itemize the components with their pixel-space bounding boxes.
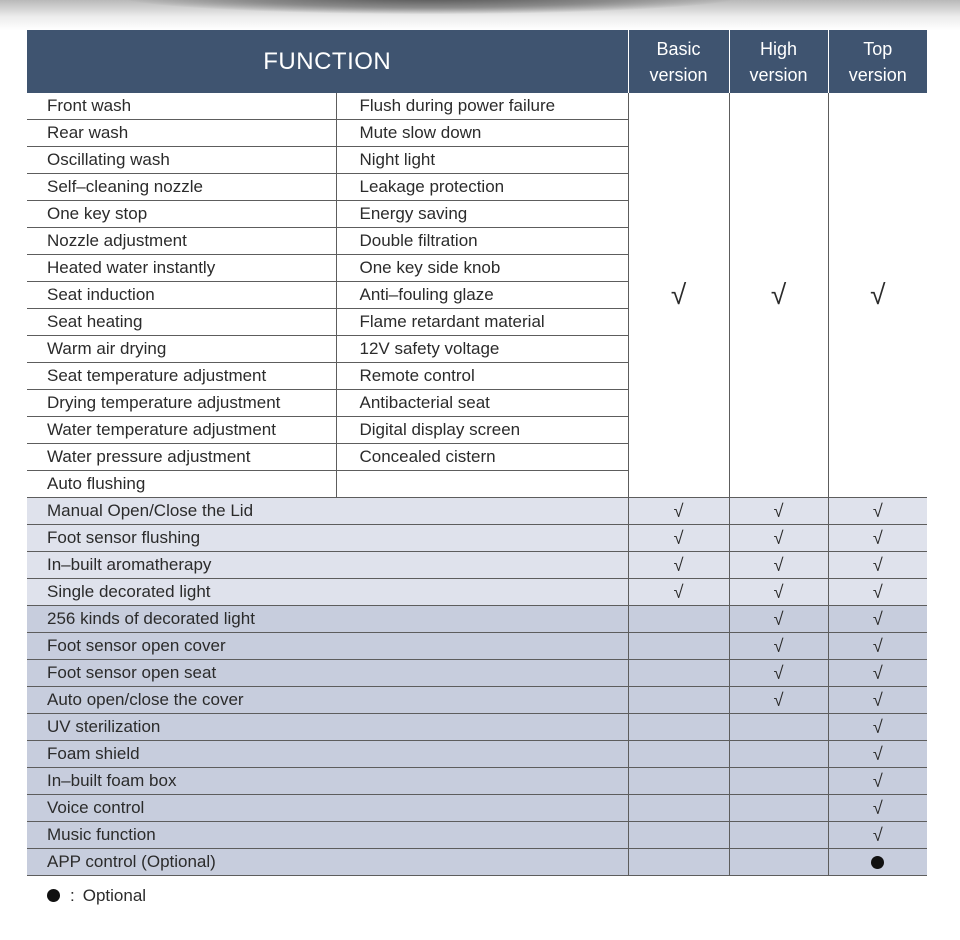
- standard-function-name: Front wash: [27, 93, 336, 120]
- top-header-line2: version: [848, 64, 907, 85]
- standard-function-name-2: Double filtration: [336, 228, 628, 255]
- high-mark: [729, 714, 828, 741]
- standard-function-name: Self–cleaning nozzle: [27, 174, 336, 201]
- standard-function-name-2: 12V safety voltage: [336, 336, 628, 363]
- basic-mark: [628, 660, 729, 687]
- feature-name: Voice control: [27, 795, 628, 822]
- optional-dot-icon: [871, 856, 884, 869]
- top-version-header: [828, 30, 927, 93]
- legend-colon: :: [70, 886, 75, 905]
- high-mark: √: [729, 525, 828, 552]
- feature-row: [27, 498, 927, 525]
- top-mark: √: [828, 633, 927, 660]
- feature-name: Foot sensor open cover: [27, 633, 628, 660]
- high-mark: [729, 822, 828, 849]
- high-mark: [729, 741, 828, 768]
- standard-function-name: Oscillating wash: [27, 147, 336, 174]
- standard-function-name: Rear wash: [27, 120, 336, 147]
- feature-rows-body: [27, 498, 927, 876]
- standard-function-name-2: Flame retardant material: [336, 309, 628, 336]
- top-shadow-decoration: [0, 0, 960, 30]
- high-mark: √: [729, 633, 828, 660]
- basic-mark: [628, 687, 729, 714]
- basic-mark: [628, 768, 729, 795]
- high-mark: √: [729, 606, 828, 633]
- basic-mark: [628, 633, 729, 660]
- top-mark: √: [828, 741, 927, 768]
- feature-row: [27, 822, 927, 849]
- feature-name: Foot sensor open seat: [27, 660, 628, 687]
- basic-header-line2: version: [649, 64, 708, 85]
- feature-name: Single decorated light: [27, 579, 628, 606]
- high-standard-check: √: [729, 93, 828, 498]
- high-mark: √: [729, 660, 828, 687]
- standard-function-name: Seat induction: [27, 282, 336, 309]
- standard-function-name-2: Flush during power failure: [336, 93, 628, 120]
- standard-function-name-2: [336, 471, 628, 498]
- feature-row: [27, 633, 927, 660]
- feature-name: UV sterilization: [27, 714, 628, 741]
- top-mark: √: [828, 714, 927, 741]
- high-mark: √: [729, 498, 828, 525]
- high-mark: [729, 795, 828, 822]
- standard-function-name: Heated water instantly: [27, 255, 336, 282]
- high-mark: √: [729, 579, 828, 606]
- basic-standard-check: √: [628, 93, 729, 498]
- basic-mark: [628, 849, 729, 876]
- feature-row: [27, 579, 927, 606]
- standard-function-name-2: Mute slow down: [336, 120, 628, 147]
- top-mark: √: [828, 822, 927, 849]
- top-mark: √: [828, 768, 927, 795]
- feature-row: [27, 606, 927, 633]
- top-mark: [828, 849, 927, 876]
- basic-mark: √: [628, 552, 729, 579]
- basic-mark: [628, 795, 729, 822]
- standard-function-name: Seat temperature adjustment: [27, 363, 336, 390]
- standard-function-name-2: Energy saving: [336, 201, 628, 228]
- function-comparison-table: [27, 30, 927, 876]
- legend-text: Optional: [82, 886, 147, 905]
- feature-row: [27, 552, 927, 579]
- standard-function-name-2: Digital display screen: [336, 417, 628, 444]
- feature-name: 256 kinds of decorated light: [27, 606, 628, 633]
- basic-mark: [628, 714, 729, 741]
- standard-function-name-2: One key side knob: [336, 255, 628, 282]
- basic-mark: [628, 606, 729, 633]
- standard-functions-body: [27, 93, 927, 498]
- standard-function-name-2: Remote control: [336, 363, 628, 390]
- basic-mark: [628, 822, 729, 849]
- feature-row: [27, 741, 927, 768]
- feature-name: Foam shield: [27, 741, 628, 768]
- top-mark: √: [828, 660, 927, 687]
- feature-row: [27, 795, 927, 822]
- standard-function-name: Water pressure adjustment: [27, 444, 336, 471]
- high-mark: √: [729, 552, 828, 579]
- feature-name: In–built aromatherapy: [27, 552, 628, 579]
- feature-name: Manual Open/Close the Lid: [27, 498, 628, 525]
- basic-mark: √: [628, 525, 729, 552]
- legend: [47, 884, 146, 908]
- feature-row: [27, 687, 927, 714]
- feature-row: [27, 660, 927, 687]
- high-mark: [729, 849, 828, 876]
- standard-function-name-2: Anti–fouling glaze: [336, 282, 628, 309]
- feature-name: Music function: [27, 822, 628, 849]
- top-mark: √: [828, 687, 927, 714]
- top-mark: √: [828, 579, 927, 606]
- standard-function-name: Warm air drying: [27, 336, 336, 363]
- high-mark: √: [729, 687, 828, 714]
- high-mark: [729, 768, 828, 795]
- top-mark: √: [828, 525, 927, 552]
- high-header-line2: version: [749, 64, 808, 85]
- optional-dot-icon: [47, 889, 60, 902]
- top-mark: √: [828, 606, 927, 633]
- function-header: FUNCTION: [27, 30, 628, 93]
- basic-header-line1: Basic: [656, 38, 701, 59]
- top-mark: √: [828, 552, 927, 579]
- table-header-row: [27, 30, 927, 93]
- standard-function-name: One key stop: [27, 201, 336, 228]
- standard-row: [27, 93, 927, 120]
- feature-name: Foot sensor flushing: [27, 525, 628, 552]
- feature-name: In–built foam box: [27, 768, 628, 795]
- feature-row: [27, 525, 927, 552]
- feature-name: APP control (Optional): [27, 849, 628, 876]
- high-header-line1: High: [760, 38, 798, 59]
- standard-function-name: Seat heating: [27, 309, 336, 336]
- standard-function-name: Water temperature adjustment: [27, 417, 336, 444]
- standard-function-name: Nozzle adjustment: [27, 228, 336, 255]
- basic-mark: √: [628, 498, 729, 525]
- feature-name: Auto open/close the cover: [27, 687, 628, 714]
- top-header-line1: Top: [863, 38, 893, 59]
- standard-function-name: Auto flushing: [27, 471, 336, 498]
- top-mark: √: [828, 498, 927, 525]
- feature-row: [27, 714, 927, 741]
- top-mark: √: [828, 795, 927, 822]
- standard-function-name: Drying temperature adjustment: [27, 390, 336, 417]
- standard-function-name-2: Antibacterial seat: [336, 390, 628, 417]
- basic-mark: [628, 741, 729, 768]
- basic-version-header: [628, 30, 729, 93]
- high-version-header: [729, 30, 828, 93]
- basic-mark: √: [628, 579, 729, 606]
- standard-function-name-2: Leakage protection: [336, 174, 628, 201]
- standard-function-name-2: Concealed cistern: [336, 444, 628, 471]
- feature-row: [27, 768, 927, 795]
- top-standard-check: √: [828, 93, 927, 498]
- standard-function-name-2: Night light: [336, 147, 628, 174]
- feature-row: [27, 849, 927, 876]
